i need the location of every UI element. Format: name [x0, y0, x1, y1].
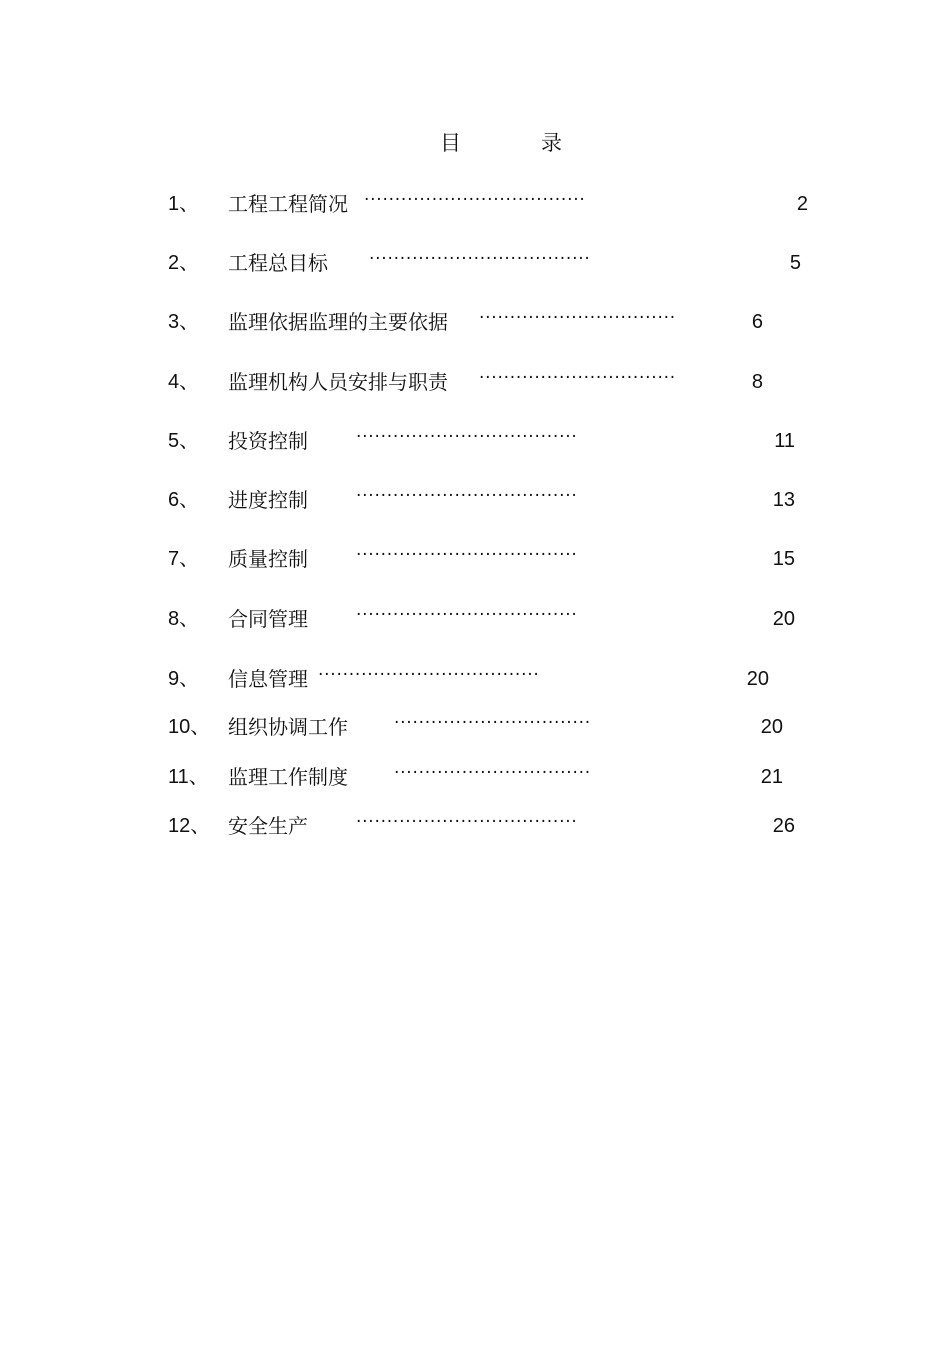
toc-dot-leader: ································	[394, 763, 591, 783]
toc-page-number: 15	[772, 548, 795, 570]
toc-entry-title: 进度控制	[228, 488, 308, 512]
toc-entry-title: 信息管理	[228, 667, 308, 691]
toc-entry-title: 工程总目标	[228, 251, 328, 275]
toc-entry-title: 监理工作制度	[228, 765, 348, 789]
toc-dot-leader: ····································	[369, 249, 591, 269]
toc-page-number: 21	[760, 766, 783, 788]
toc-page-number: 20	[760, 716, 783, 738]
toc-entry-title: 监理依据监理的主要依据	[228, 310, 448, 334]
toc-entry-1[interactable]	[0, 189, 950, 219]
toc-page-number: 20	[746, 668, 769, 690]
toc-dot-leader: ································	[394, 713, 591, 733]
toc-page-number: 6	[751, 311, 763, 333]
toc-entry-6[interactable]	[0, 485, 950, 515]
toc-dot-leader: ····································	[364, 190, 586, 210]
toc-entry-11[interactable]	[0, 762, 950, 792]
toc-entry-number: 12、	[168, 815, 211, 837]
toc-entry-title: 合同管理	[228, 607, 308, 631]
toc-entry-number: 11、	[168, 766, 209, 788]
toc-entry-title: 工程工程简况	[228, 192, 348, 216]
toc-entry-2[interactable]	[0, 248, 950, 278]
toc-entry-title: 安全生产	[228, 814, 308, 838]
toc-page-number: 11	[774, 430, 795, 452]
toc-dot-leader: ····································	[356, 605, 578, 625]
toc-entry-12[interactable]	[0, 811, 950, 841]
toc-entry-9[interactable]	[0, 664, 950, 694]
toc-entry-title: 组织协调工作	[228, 715, 348, 739]
toc-dot-leader: ································	[479, 368, 676, 388]
toc-dot-leader: ····································	[356, 545, 578, 565]
toc-entry-title: 监理机构人员安排与职责	[228, 370, 448, 394]
toc-dot-leader: ····································	[356, 427, 578, 447]
toc-entry-number: 8、	[168, 608, 200, 630]
toc-entry-7[interactable]	[0, 544, 950, 574]
toc-entry-title: 质量控制	[228, 547, 308, 571]
toc-entry-number: 7、	[168, 548, 200, 570]
toc-entry-8[interactable]	[0, 604, 950, 634]
toc-page-number: 20	[772, 608, 795, 630]
toc-page-number: 2	[796, 193, 808, 215]
toc-page-number: 26	[772, 815, 795, 837]
toc-page-number: 8	[751, 371, 763, 393]
toc-entry-10[interactable]	[0, 712, 950, 742]
toc-title-char-2: 录	[541, 131, 562, 155]
toc-title	[0, 128, 950, 158]
toc-entry-number: 9、	[168, 668, 200, 690]
toc-entry-number: 5、	[168, 430, 200, 452]
toc-entry-3[interactable]	[0, 307, 950, 337]
toc-title-char-1: 目	[440, 131, 461, 155]
toc-entry-5[interactable]	[0, 426, 950, 456]
toc-dot-leader: ····································	[356, 486, 578, 506]
toc-dot-leader: ····································	[318, 665, 540, 685]
toc-dot-leader: ································	[479, 308, 676, 328]
toc-entry-4[interactable]	[0, 367, 950, 397]
toc-dot-leader: ····································	[356, 812, 578, 832]
toc-entry-number: 10、	[168, 716, 211, 738]
toc-entry-title: 投资控制	[228, 429, 308, 453]
toc-entry-number: 2、	[168, 252, 200, 274]
toc-page-number: 5	[789, 252, 801, 274]
toc-entry-number: 1、	[168, 193, 200, 215]
toc-entry-number: 3、	[168, 311, 200, 333]
toc-page-number: 13	[772, 489, 795, 511]
toc-entry-number: 4、	[168, 371, 200, 393]
toc-entry-number: 6、	[168, 489, 200, 511]
